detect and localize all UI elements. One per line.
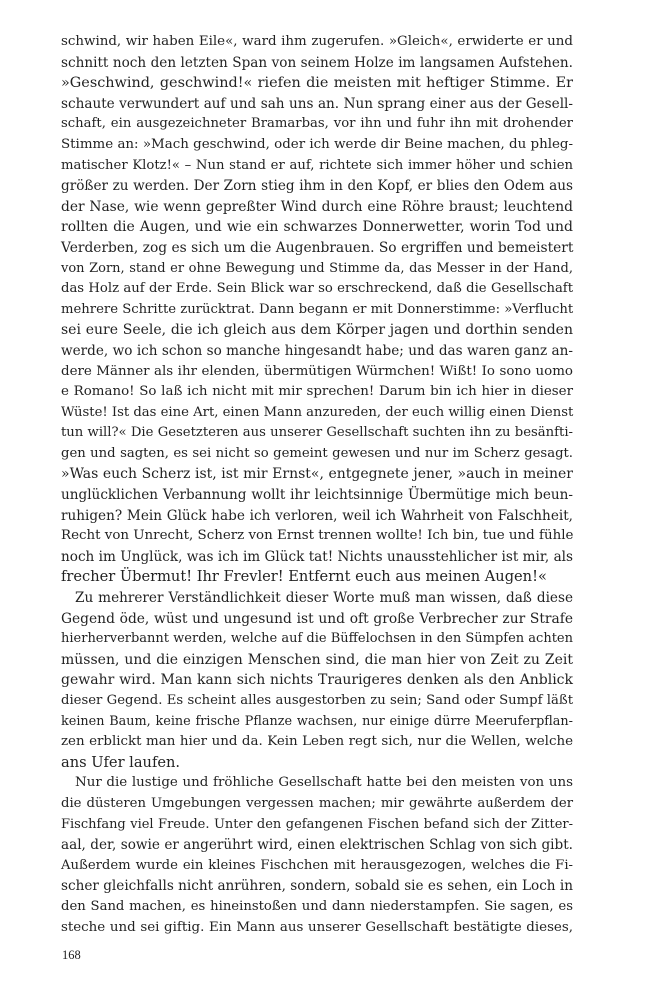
text-line: rollten die Augen, und wie ein schwarzes Donnerwetter, worin Tod und [61, 219, 573, 236]
text-line: ans Ufer laufen. [61, 753, 181, 771]
text-line: »Geschwind, geschwind!« riefen die meisten mit heftiger Stimme. Er [61, 75, 573, 92]
text-line: mehrere Schritte zurücktrat. Dann begann er mit Donnerstimme: »Verflucht [61, 301, 574, 317]
page-body [61, 32, 573, 938]
text-line: Zu mehrerer Verständlichkeit dieser Worte muß man wissen, daß diese [75, 590, 573, 607]
text-line: keinen Baum, keine frische Pflanze wachsen, nur einige dürre Meeruferpflan- [61, 713, 573, 729]
text-line: müssen, und die einzigen Menschen sind, die man hier von Zeit zu Zeit [61, 651, 573, 668]
text-line: die düsteren Umgebungen vergessen machen; mir gewährte außerdem der [61, 795, 573, 811]
text-line: schaute verwundert auf und sah uns an. Nun sprang einer aus der Gesell- [61, 95, 573, 112]
text-line: e Romano! So laß ich nicht mit mir sprechen! Darum bin ich hier in dieser [61, 384, 573, 400]
text-line: matischer Klotz!« – Nun stand er auf, richtete sich immer höher und schien [61, 157, 573, 173]
text-line: schnitt noch den letzten Span von seinem Holze im langsamen Aufstehen. [61, 54, 573, 71]
text-line: Fischfang viel Freude. Unter den gefangenen Fischen befand sich der Zitter- [61, 816, 573, 832]
text-line: zen erblickt man hier und da. Kein Leben regt sich, nur die Wellen, welche [61, 734, 573, 750]
text-line: hierherverbannt werden, welche auf die Büffelochsen in den Sümpfen achten [61, 631, 573, 647]
page-number: 168 [62, 948, 81, 962]
text-line: das Holz auf der Erde. Sein Blick war so erschreckend, daß die Gesellschaft [61, 281, 573, 297]
text-line: steche und sei giftig. Ein Mann aus unserer Gesellschaft bestätigte dieses, [61, 919, 573, 935]
text-line: schwind, wir haben Eile«, ward ihm zugerufen. »Gleich«, erwiderte er und [61, 34, 573, 49]
text-line: der Nase, wie wenn gepreßter Wind durch eine Röhre braust; leuchtend [61, 198, 573, 215]
text-line: Nur die lustige und fröhliche Gesellschaft hatte bei den meisten von uns [75, 775, 573, 791]
text-line: noch im Unglück, was ich im Glück tat! Nichts unausstehlicher ist mir, als [61, 548, 573, 565]
text-line: »Was euch Scherz ist, ist mir Ernst«, entgegnete jener, »auch in meiner [61, 466, 573, 483]
text-line: Verderben, zog es sich um die Augenbrauen. So ergriffen und bemeistert [61, 239, 574, 256]
text-line: den Sand machen, es hineinstoßen und dann niederstampfen. Sie sagen, es [61, 898, 573, 914]
text-line: größer zu werden. Der Zorn stieg ihm in den Kopf, er blies den Odem aus [61, 178, 573, 195]
text-line: gewahr wird. Man kann sich nichts Traurigeres denken als den Anblick [61, 672, 573, 689]
text-line: aal, der, sowie er angerührt wird, einen elektrischen Schlag von sich gibt. [61, 837, 573, 854]
text-line: dere Männer als ihr elenden, übermütigen Würmchen! Wißt! Io sono uomo [61, 363, 573, 379]
text-line: Recht von Unrecht, Scherz von Ernst trennen wollte! Ich bin, tue und fühle [61, 528, 574, 544]
text-line: werde, wo ich schon so manche hingesandt habe; und das waren ganz an- [61, 342, 573, 359]
text-line: unglücklichen Verbannung wollt ihr leichtsinnige Übermütige mich beun- [61, 487, 573, 504]
text-line: schaft, ein ausgezeichneter Bramarbas, vor ihn und fuhr ihn mit drohender [61, 116, 573, 132]
text-line: ruhigen? Mein Glück habe ich verloren, weil ich Wahrheit von Falschheit, [61, 507, 573, 524]
text-line: Außerdem wurde ein kleines Fischchen mit herausgezogen, welches die Fi- [61, 857, 573, 873]
text-line: Stimme an: »Mach geschwind, oder ich werde dir Beine machen, du phleg- [61, 136, 573, 152]
text-line: Gegend öde, wüst und ungesund ist und oft große Verbrecher zur Strafe [61, 610, 573, 627]
text-line: gen und sagten, es sei nicht so gemeint gewesen und nur im Scherz gesagt. [61, 445, 573, 461]
text-line: frecher Übermut! Ihr Frevler! Entfernt euch aus meinen Augen!« [61, 568, 547, 586]
text-line: scher gleichfalls nicht anrühren, sondern, sobald sie es sehen, ein Loch in [61, 878, 573, 895]
text-line: tun will?« Die Gesetzteren aus unserer Gesellschaft suchten ihn zu besänfti- [61, 425, 573, 441]
text-line: Wüste! Ist das eine Art, einen Mann anzureden, der euch willig einen Dienst [61, 404, 574, 420]
text-line: von Zorn, stand er ohne Bewegung und Stimme da, das Messer in der Hand, [61, 260, 573, 276]
text-line: sei eure Seele, die ich gleich aus dem Körper jagen und dorthin senden [61, 322, 573, 339]
text-line: dieser Gegend. Es scheint alles ausgestorben zu sein; Sand oder Sumpf läßt [61, 693, 573, 708]
